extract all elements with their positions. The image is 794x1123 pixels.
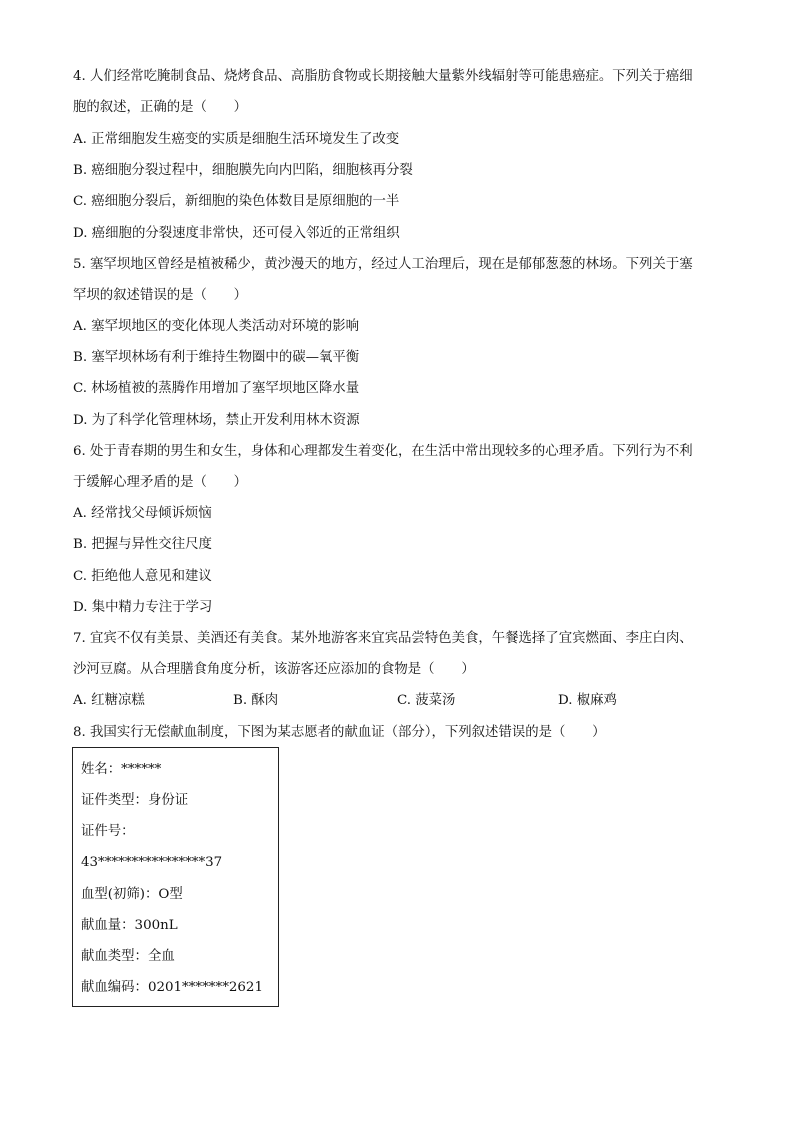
q5-stem-line2: 罕坝的叙述错误的是（ ） (73, 288, 248, 303)
q6-option-d: D. 集中精力专注于学习 (73, 600, 213, 615)
q4-option-a: A. 正常细胞发生癌变的实质是细胞生活环境发生了改变 (73, 132, 400, 147)
q6-option-c: C. 拒绝他人意见和建议 (73, 569, 212, 584)
card-id-label: 证件号： (81, 824, 135, 839)
q5-option-c: C. 林场植被的蒸腾作用增加了塞罕坝地区降水量 (73, 381, 360, 396)
q7-stem-line1: 7. 宜宾不仅有美景、美酒还有美食。某外地游客来宜宾品尝特色美食，午餐选择了宜宾燃面、李庄白肉、 (73, 631, 693, 646)
q7-option-b: B. 酥肉 (233, 693, 279, 708)
q4-option-c: C. 癌细胞分裂后，新细胞的染色体数目是原细胞的一半 (73, 194, 400, 209)
q5-stem-line1: 5. 塞罕坝地区曾经是植被稀少，黄沙漫天的地方，经过人工治理后，现在是郁郁葱葱的林场。下列关于塞 (73, 257, 693, 272)
q5-option-d: D. 为了科学化管理林场，禁止开发利用林木资源 (73, 413, 360, 428)
card-blood-type: 血型(初筛)：O型 (81, 887, 183, 902)
q4-stem-line1: 4. 人们经常吃腌制食品、烧烤食品、高脂肪食物或长期接触大量紫外线辐射等可能患癌症。下列关于癌细 (73, 69, 693, 84)
q6-stem-line1: 6. 处于青春期的男生和女生，身体和心理都发生着变化，在生活中常出现较多的心理矛盾。下列行为不利 (73, 444, 693, 459)
q7-stem-line2: 沙河豆腐。从合理膳食角度分析，该游客还应添加的食物是（ ） (73, 662, 475, 677)
q4-option-d: D. 癌细胞的分裂速度非常快，还可侵入邻近的正常组织 (73, 226, 400, 241)
q8-stem-line1: 8. 我国实行无偿献血制度，下图为某志愿者的献血证（部分），下列叙述错误的是（ ） (73, 725, 606, 740)
card-id-number: 43****************37 (81, 855, 223, 870)
q6-option-b: B. 把握与异性交往尺度 (73, 537, 212, 552)
q6-stem-line2: 于缓解心理矛盾的是（ ） (73, 475, 248, 490)
q4-stem-line2: 胞的叙述，正确的是（ ） (73, 100, 248, 115)
card-donation-code: 献血编码：0201*******2621 (81, 980, 263, 995)
q7-option-d: D. 椒麻鸡 (558, 693, 617, 708)
q7-option-a: A. 红糖凉糕 (73, 693, 145, 708)
card-id-type: 证件类型：身份证 (81, 793, 189, 808)
q5-option-b: B. 塞罕坝林场有利于维持生物圈中的碳—氧平衡 (73, 350, 360, 365)
card-name: 姓名：****** (81, 762, 162, 777)
card-donation-type: 献血类型：全血 (81, 949, 175, 964)
q4-option-b: B. 癌细胞分裂过程中，细胞膜先向内凹陷，细胞核再分裂 (73, 163, 413, 178)
q6-option-a: A. 经常找父母倾诉烦恼 (73, 506, 212, 521)
card-volume: 献血量：300nL (81, 918, 178, 933)
q5-option-a: A. 塞罕坝地区的变化体现人类活动对环境的影响 (73, 319, 359, 334)
q7-option-c: C. 菠菜汤 (397, 693, 456, 708)
blood-donation-card (72, 747, 279, 1007)
